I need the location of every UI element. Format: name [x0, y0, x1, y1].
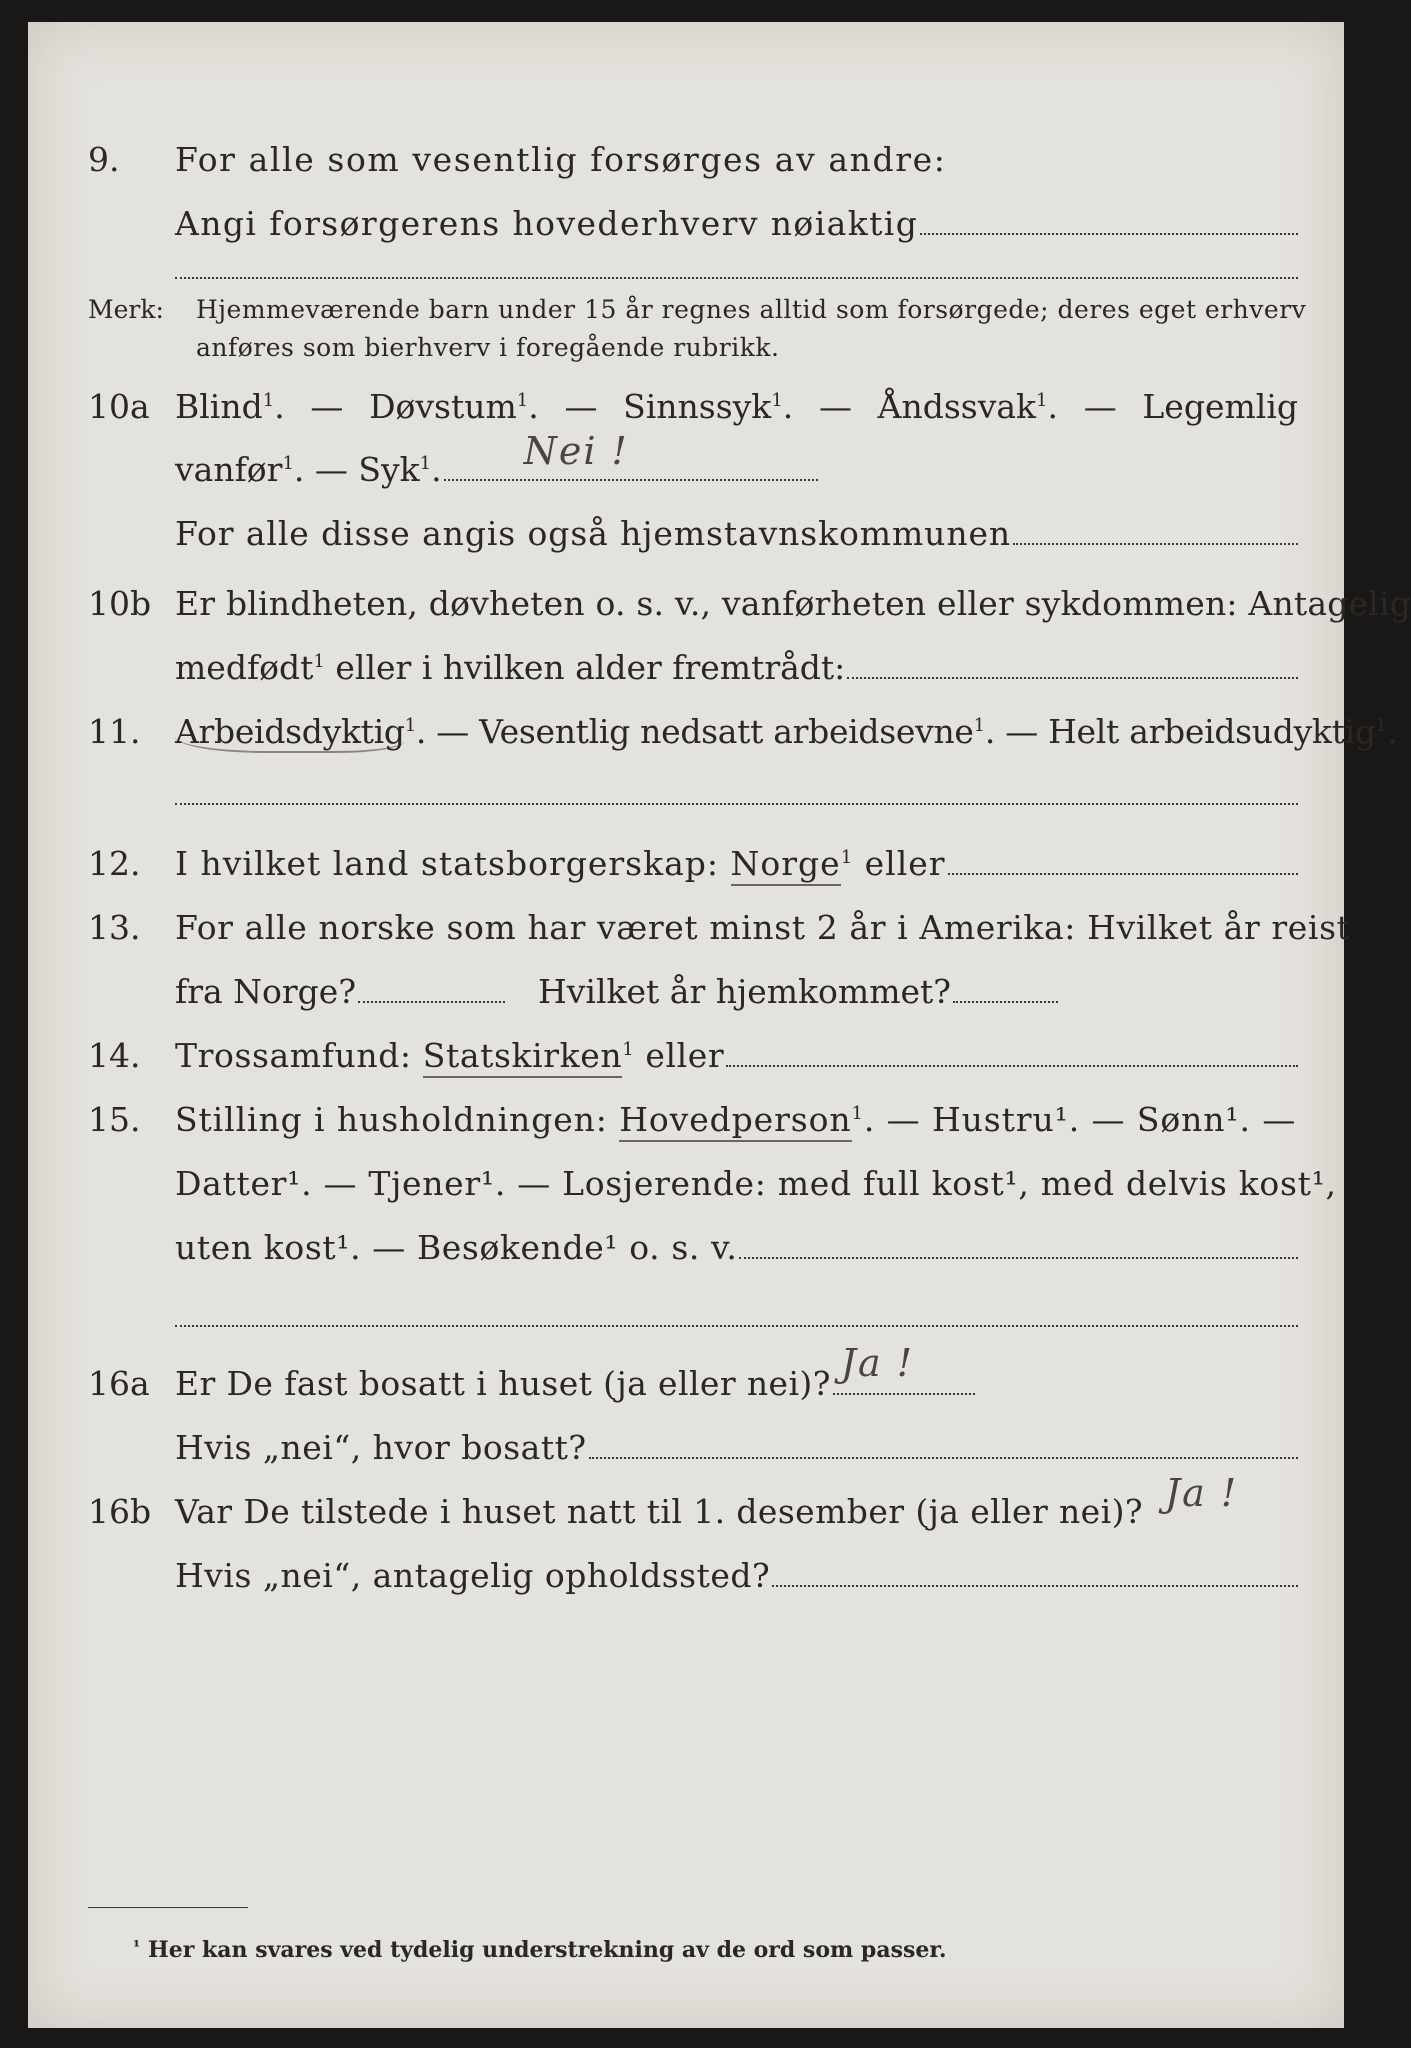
opt-blind: Blind$^1$.: [175, 387, 285, 426]
merk-text-2: anføres som bierhverv i foregående rubrikk.: [196, 333, 780, 362]
opt-dovstum: Døvstum$^1$.: [369, 387, 539, 426]
q16b-label: Var De tilstede i huset natt til 1. desember (ja eller nei)?: [175, 1492, 1143, 1531]
q14-number: 14.: [88, 1036, 141, 1075]
q13-number: 13.: [88, 908, 141, 947]
q15-answer-field[interactable]: [739, 1229, 1298, 1259]
merk-text-1: Hjemmeværende barn under 15 år regnes alltid som forsørgede; deres eget erhverv: [196, 295, 1307, 324]
opt-nedsatt[interactable]: . — Vesentlig nedsatt arbeidsevne: [415, 712, 974, 751]
opt-udyktig[interactable]: . — Helt arbeidsudyktig: [984, 712, 1376, 751]
q15-options-3[interactable]: uten kost¹. — Besøkende¹ o. s. v.: [175, 1228, 738, 1267]
q9-answer-field[interactable]: [920, 205, 1298, 235]
opt-arbeidsdyktig[interactable]: Arbeidsdyktig: [175, 712, 405, 751]
q10b-answer-field[interactable]: [847, 649, 1298, 679]
q13-text: For alle norske som har været minst 2 år i Amerika: Hvilket år reist: [175, 908, 1351, 947]
q10a-hjemstavn-label: For alle disse angis også hjemstavnskommunen: [175, 514, 1012, 553]
opt-medfodt[interactable]: medfødt: [175, 648, 314, 687]
opt-hovedperson[interactable]: Hovedperson: [619, 1100, 851, 1142]
q15-options-2[interactable]: Datter¹. — Tjener¹. — Losjerende: med full kost¹, med delvis kost¹,: [175, 1164, 1337, 1203]
q12-answer-field[interactable]: [948, 845, 1298, 875]
q15-number: 15.: [88, 1100, 141, 1139]
opt-norge[interactable]: Norge: [731, 844, 841, 886]
q12-number: 12.: [88, 844, 141, 883]
q16a-bosatt-label: Hvis „nei“, hvor bosatt?: [175, 1428, 587, 1467]
q15-label: Stilling i husholdningen:: [175, 1100, 620, 1139]
q11-number: 11.: [88, 712, 141, 751]
opt-statskirken[interactable]: Statskirken: [423, 1036, 622, 1078]
footnote-text: Her kan svares ved tydelig understrekning av de ord som passer.: [148, 1937, 947, 1963]
opt-eller: eller: [853, 844, 946, 883]
q13-reist-label: fra Norge?: [175, 972, 357, 1011]
q10a-answer-field[interactable]: [444, 429, 818, 481]
q16a-answer-field[interactable]: [833, 1341, 975, 1395]
q10b-label: eller i hvilken alder fremtrådt:: [324, 648, 846, 687]
q9-extra-field[interactable]: [175, 277, 1298, 279]
opt-andssvak: Åndssvak$^1$.: [877, 387, 1058, 426]
q13-reist-field[interactable]: [358, 973, 505, 1003]
q16b-opphold-label: Hvis „nei“, antagelig opholdssted?: [175, 1556, 771, 1595]
opt-legemlig[interactable]: Legemlig: [1142, 387, 1298, 426]
q9-number: 9.: [88, 140, 120, 179]
merk-label: Merk:: [88, 295, 164, 324]
q16a-bosatt-field[interactable]: [589, 1429, 1298, 1459]
opt-vanfor: vanfør$^1$. — Syk$^1$.: [175, 450, 442, 489]
q12-label: I hvilket land statsborgerskap:: [175, 844, 731, 883]
q15-options-1[interactable]: . — Hustru¹. — Sønn¹. —: [863, 1100, 1297, 1139]
q10a-handwritten-answer: Nei !: [523, 429, 629, 473]
q16b-handwritten-answer: Ja !: [1164, 1471, 1239, 1515]
q14-answer-field[interactable]: [726, 1037, 1298, 1067]
q13-hjem-label: Hvilket år hjemkommet?: [538, 972, 951, 1011]
q16a-handwritten-answer: Ja !: [840, 1341, 915, 1385]
q16b-answer-field[interactable]: [1145, 1471, 1298, 1523]
footnote: [133, 1937, 947, 1963]
q13-hjem-field[interactable]: [953, 973, 1058, 1003]
q10b-number: 10b: [88, 584, 152, 623]
q10a-number: 10a: [88, 387, 150, 426]
q9-text: For alle som vesentlig forsørges av andre:: [175, 140, 947, 179]
q10a-hjemstavn-field[interactable]: [1013, 515, 1298, 545]
q10b-text: Er blindheten, døvheten o. s. v., vanførheten eller sykdommen: Antagelig: [175, 584, 1411, 623]
q14-label: Trossamfund:: [175, 1036, 423, 1075]
footnote-divider: [88, 1907, 248, 1908]
q16a-number: 16a: [88, 1364, 150, 1403]
footnote-mark: ¹: [133, 1937, 141, 1956]
q11-extra-field[interactable]: [175, 803, 1298, 805]
q16a-label: Er De fast bosatt i huset (ja eller nei)?: [175, 1364, 831, 1403]
opt-sinnssyk: Sinnssyk$^1$.: [623, 387, 794, 426]
census-form-page: 9. For alle som vesentlig forsørges av andre: Angi forsørgerens hovederhverv nøiaktig Merk: Hjemmeværende barn under 15 år regnes alltid som forsørgede; deres eget erhverv anføres som bierhverv i foregående rubrikk. 10a Blind$^1$. — Døvstum$^1$. — Sinnssyk$^1$. — Åndssvak$^1$. — Legemlig vanfør$^1$. — Syk$^1$. Nei ! For alle disse angis også hjemstavnskommunen 10b Er blindheten, døvheten o. s. v., vanførheten eller sykdommen: Antagelig medfødt$^1$ eller i hvilken alder fremtrådt: 11. Arbeidsdyktig$^1$. — Vesentlig nedsatt arbeidsevne$^1$. — Helt arbeidsudyktig$^1$. 12. I hvilket land statsborgerskap: Norge$^1$ eller 13. For alle norske som har været minst 2 år i Amerika: Hvilket år reist fra Norge? Hvilket år hjemkommet? 14. Trossamfund: Statskirken$^1$ eller 15. Stilling i husholdningen: Hovedperson$^1$. — Hustru¹. — Sønn¹. — Datter¹. — Tjener¹. — Losjerende: med full kost¹, med delvis kost¹, uten kost¹. — Besøkende¹ o. s. v. 16a Er De fast bosatt i huset (ja eller nei)? Ja ! Hvis „nei“, hvor bosatt? 16b Var De tilstede i huset natt til 1. desember (ja eller nei)? Ja ! Hvis „nei“, antagelig opholdssted? $^{^1}$ Her kan svares ved tydelig understrekning av de ord som passer.: [28, 22, 1344, 2028]
q9-label: Angi forsørgerens hovederhverv nøiaktig: [175, 204, 919, 243]
q15-extra-field[interactable]: [175, 1325, 1298, 1327]
q16b-opphold-field[interactable]: [772, 1557, 1298, 1587]
q16b-number: 16b: [88, 1492, 152, 1531]
